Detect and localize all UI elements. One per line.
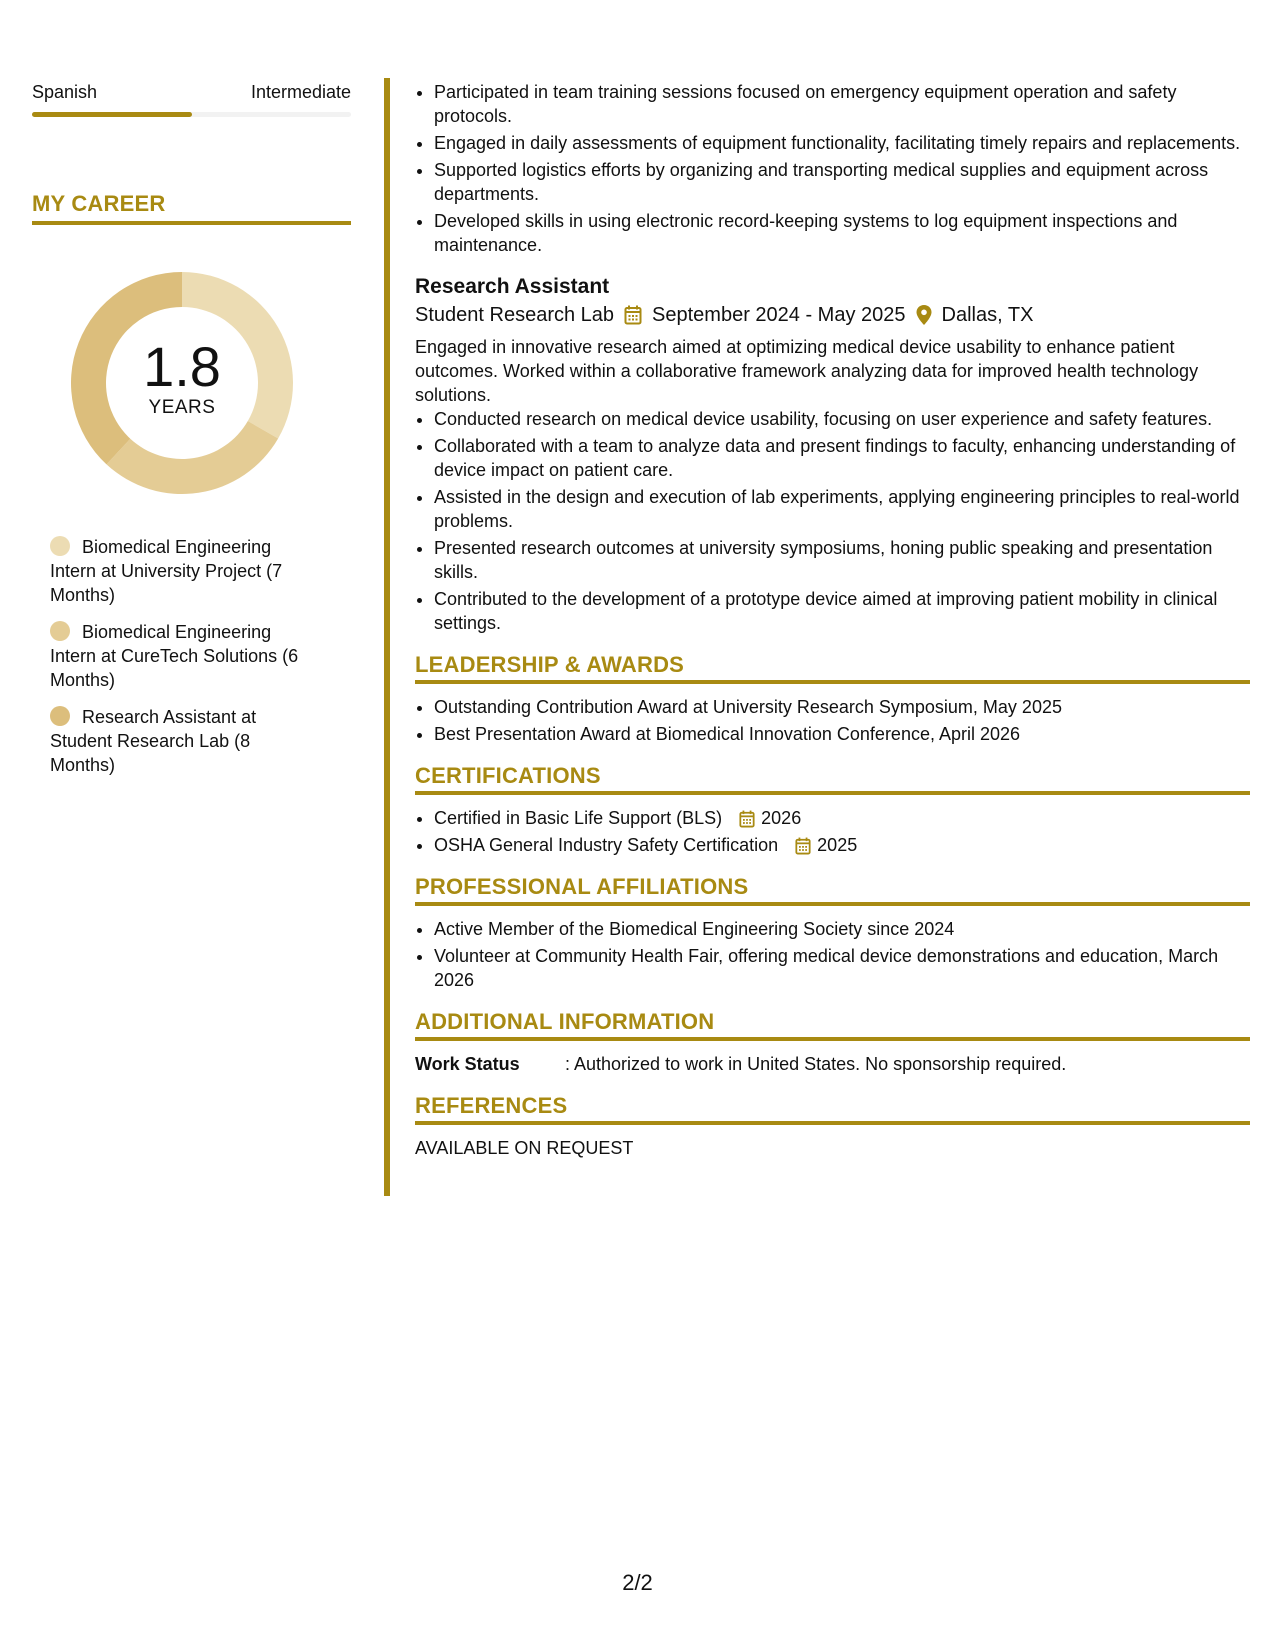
job-bullets (415, 407, 1250, 635)
list-item: • Active Member of the Biomedical Engineering Society since 2024 (434, 917, 1250, 941)
legend-swatch (50, 706, 70, 726)
list-item: • Assisted in the design and execution of lab experiments, applying engineering principles to real-world problems. (434, 485, 1250, 533)
certifications-title: CERTIFICATIONS (415, 764, 1250, 795)
career-legend (32, 535, 320, 777)
legend-item (50, 620, 320, 692)
language-row (32, 82, 351, 103)
page-number: 2/2 (622, 1570, 653, 1595)
leadership-section (415, 653, 1250, 746)
work-status-value: : Authorized to work in United States. No sponsorship required. (565, 1054, 1067, 1074)
list-item: • Conducted research on medical device usability, focusing on user experience and safety features. (434, 407, 1250, 431)
language-level: Intermediate (250, 82, 351, 102)
certifications-section (415, 764, 1250, 857)
additional-info-section (415, 1010, 1250, 1076)
job-summary: Engaged in innovative research aimed at optimizing medical device usability to enhance patient outcomes. Worked within a collaborative framework analyzing data for improved health technology solutions. (415, 337, 1199, 405)
left-column (32, 82, 351, 790)
list-item: • Best Presentation Award at Biomedical Innovation Conference, April 2026 (434, 722, 1250, 746)
job-title: Research Assistant (415, 275, 610, 298)
legend-swatch (50, 536, 70, 556)
language-name: Spanish (32, 82, 98, 102)
list-item: • Engaged in daily assessments of equipment functionality, facilitating timely repairs and replacements. (434, 131, 1250, 155)
list-item: • Presented research outcomes at university symposiums, honing public speaking and presentation skills. (434, 536, 1250, 584)
job-meta (415, 303, 1250, 327)
legend-label: Biomedical Engineering Intern at University Project (7 Months) (50, 537, 283, 605)
list-item: • Collaborated with a team to analyze data and present findings to faculty, enhancing understanding of device impact on patient care. (434, 434, 1250, 482)
references-section (415, 1094, 1250, 1160)
references-text: AVAILABLE ON REQUEST (415, 1138, 634, 1158)
legend-label: Biomedical Engineering Intern at CureTech Solutions (6 Months) (50, 622, 299, 690)
career-total-value: 1.8 (143, 335, 221, 398)
list-item: • Contributed to the development of a prototype device aimed at improving patient mobility in clinical settings. (434, 587, 1250, 635)
language-proficiency-fill (32, 112, 192, 117)
calendar-icon (624, 305, 642, 325)
legend-item (50, 535, 320, 607)
list-item (434, 806, 1250, 830)
work-status-row (415, 1052, 1250, 1076)
affiliations-list (415, 917, 1250, 992)
work-status-label: Work Status (415, 1054, 520, 1074)
column-divider (384, 78, 390, 1196)
donut-center (66, 335, 298, 419)
list-item: • Supported logistics efforts by organizing and transporting medical supplies and equipment across departments. (434, 158, 1250, 206)
list-item: • Participated in team training sessions focused on emergency equipment operation and safety protocols. (434, 80, 1250, 128)
references-title: REFERENCES (415, 1094, 1250, 1125)
list-item: • Outstanding Contribution Award at University Research Symposium, May 2025 (434, 695, 1250, 719)
calendar-icon (739, 810, 755, 828)
job-company: Student Research Lab (415, 304, 615, 326)
affiliations-section (415, 875, 1250, 992)
donut-slice (107, 421, 279, 494)
leadership-list (415, 695, 1250, 746)
legend-swatch (50, 621, 70, 641)
career-donut-chart (66, 267, 298, 499)
list-item: • Developed skills in using electronic record-keeping systems to log equipment inspections and maintenance. (434, 209, 1250, 257)
affiliations-title: PROFESSIONAL AFFILIATIONS (415, 875, 1250, 906)
certification-year: 2026 (761, 808, 802, 828)
legend-label: Research Assistant at Student Research Lab (8 Months) (50, 707, 257, 775)
location-pin-icon (916, 305, 932, 325)
legend-item (50, 705, 320, 777)
career-total-unit: YEARS (148, 397, 216, 418)
list-item (434, 833, 1250, 857)
certification-name: Certified in Basic Life Support (BLS) (434, 808, 723, 828)
calendar-icon (795, 837, 811, 855)
certifications-list (415, 806, 1250, 857)
career-section-title: MY CAREER (32, 191, 351, 225)
additional-info-title: ADDITIONAL INFORMATION (415, 1010, 1250, 1041)
previous-job-bullets (415, 80, 1250, 257)
list-item: • Volunteer at Community Health Fair, offering medical device demonstrations and education, March 2026 (434, 944, 1250, 992)
certification-year: 2025 (817, 835, 858, 855)
certification-name: OSHA General Industry Safety Certification (434, 835, 779, 855)
right-column (415, 80, 1250, 1160)
job-dates: September 2024 - May 2025 (652, 304, 906, 326)
leadership-title: LEADERSHIP & AWARDS (415, 653, 1250, 684)
language-proficiency-bar (32, 112, 351, 117)
job-location: Dallas, TX (941, 304, 1034, 326)
